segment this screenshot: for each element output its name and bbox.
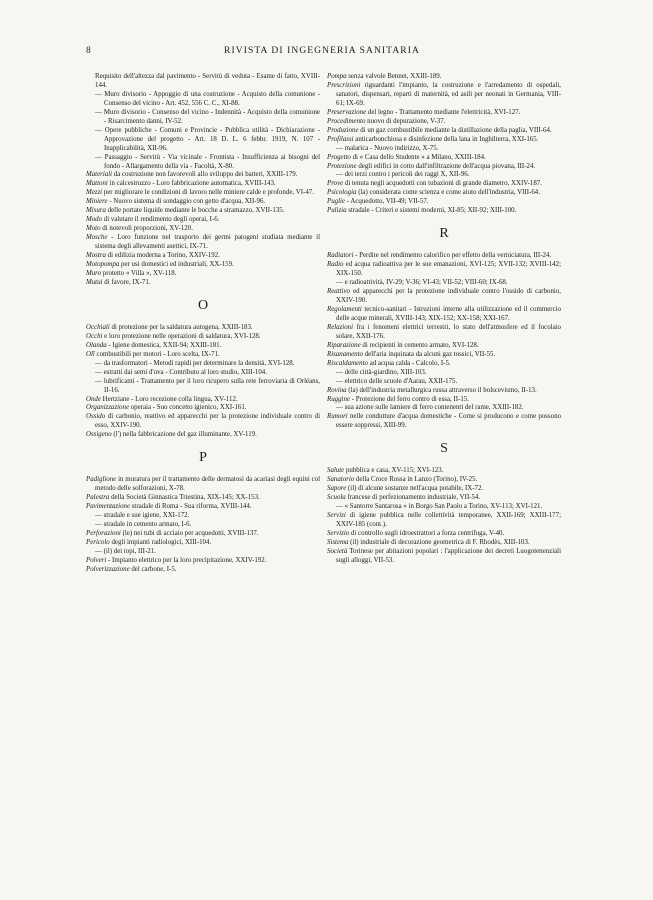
- index-entry: [327, 512, 561, 530]
- entry-text: (la) dell'industria metallurgica russa attraverso il bolscevismo, II-13.: [346, 386, 537, 394]
- entry-keyword: Materiali: [86, 171, 113, 179]
- entry-text: riguardanti l'impianto, la costruzione e l'arredamento di ospedali, sanatori, dispensari, reparti di maternità, ed asili per neonati in Germania, VIII-61; IX-69.: [336, 81, 561, 107]
- entry-text: degli impianti radiologici, XIII-104.: [109, 538, 212, 546]
- entry-text: delle portate liquide mediante le bocche a stramazzo, XVII-135.: [105, 207, 285, 215]
- entry-text: fra i fenomeni elettrici terrestri, lo stato dell'atmosfere ed il focolaio solare, XXII-176.: [336, 323, 561, 340]
- entry-keyword: Radiatori: [327, 252, 354, 260]
- entry-text: - Loro funzione nel trasporto dei germi patogeni studiata mediante il sistema degli allevamenti asettici, IX-71.: [95, 234, 320, 251]
- entry-text: Torinese per abitazioni popolari : l'applicazione dei decreti Luogotenenziali sugli alloggi, VII-53.: [336, 547, 561, 564]
- entry-text: di recipienti in cemento armato, XVI-128.: [360, 341, 479, 349]
- entry-keyword: Produzione: [327, 126, 359, 134]
- entry-keyword: Riparazione: [327, 341, 361, 349]
- entry-keyword: Scuola: [327, 494, 346, 502]
- index-entry: [86, 351, 320, 360]
- index-entry: [86, 566, 320, 575]
- entry-keyword: Radio: [327, 261, 344, 269]
- entry-keyword: Muro: [86, 269, 102, 277]
- entry-keyword: Sanatorio: [327, 476, 355, 484]
- entry-text: — delle città-giardino, XIII-103.: [336, 368, 427, 376]
- entry-text: di un gaz combustibile mediante la distillazione della paglia, VIII-64.: [358, 126, 552, 134]
- entry-text: — dei terzi contro i pericoli dei raggi X, XII-96.: [336, 171, 470, 179]
- index-entry: [327, 548, 561, 566]
- entry-keyword: Profilassi: [327, 135, 354, 143]
- entry-text: — elettrico delle scuole d'Aarau, XXII-175.: [336, 377, 458, 385]
- index-entry: [86, 342, 320, 351]
- entry-text: (il) industriale di decorazione geometrica di F. Rhodès, XIII-103.: [348, 538, 530, 546]
- index-entry: [327, 539, 561, 548]
- entry-text: Hertziane - Loro recezione colla lingua, XV-112.: [100, 395, 238, 403]
- entry-text: (l') nella fabbricazione del gaz illuminante, XV-119.: [111, 431, 257, 439]
- entry-keyword: Sistema: [327, 538, 349, 546]
- entry-text: e loro protezione nelle operazioni di saldatura, XVI-128.: [102, 332, 261, 340]
- entry-text: del legno - Trattamento mediante l'elettricità, XVI-127.: [366, 108, 521, 116]
- index-entry: [86, 324, 320, 333]
- entry-keyword: Preservazione: [327, 108, 367, 116]
- index-entry: [327, 127, 561, 136]
- entry-keyword: Moto: [86, 225, 101, 233]
- entry-text: - Perdite nel rendimento calorifico per effetto della verniciatura, III-24.: [353, 252, 552, 260]
- entry-text: — stradale in cemento armato, I-6.: [95, 521, 192, 529]
- entry-keyword: Polverizzazione: [86, 565, 130, 573]
- index-entry: [86, 180, 320, 189]
- entry-keyword: Mezzi: [86, 189, 103, 197]
- entry-text: di tenuta negli acquedotti con tubazioni di grande diametro, XXIV-187.: [343, 180, 542, 188]
- left-index-column: [86, 73, 320, 575]
- entry-text: - Protezione del ferro contro di essa, II-15.: [349, 395, 469, 403]
- index-entry: [86, 234, 320, 252]
- entry-text: del carbone, I-5.: [129, 565, 177, 573]
- index-entry: [327, 404, 561, 413]
- index-entry: [327, 351, 561, 360]
- entry-keyword: Misura: [86, 207, 106, 215]
- entry-keyword: Mosche: [86, 234, 108, 242]
- entry-text: - Nuovo sistema di sondaggio con getto d'acqua, XII-96.: [107, 198, 266, 206]
- entry-keyword: Protezione: [327, 162, 357, 170]
- index-entry: [327, 467, 561, 476]
- entry-keyword: Olî: [86, 350, 95, 358]
- running-title: RIVISTA DI INGEGNERIA SANITARIA: [224, 46, 420, 56]
- entry-text: — e radioattività, IV-29; V-36; VI-43; VII-52; VIII-60; IX-68.: [336, 279, 508, 287]
- entry-text: (le) nei tubi di acciaio per acquedotti, XVIII-137.: [120, 529, 259, 537]
- index-entry: [327, 180, 561, 189]
- entry-text: da costruzione non favorevoli allo sviluppo dei batteri, XXIII-179.: [112, 171, 298, 179]
- index-entry: [327, 342, 561, 351]
- index-entry: [327, 261, 561, 279]
- entry-text: di edilizia moderna a Torino, XXIV-192.: [105, 252, 220, 260]
- index-entry: [86, 404, 320, 413]
- index-entry: [327, 369, 561, 378]
- entry-keyword: Polveri: [86, 556, 107, 564]
- index-entry: [86, 189, 320, 198]
- index-entry: [86, 261, 320, 270]
- index-entry: [86, 539, 320, 548]
- entry-text: di favore, IX-71.: [102, 278, 151, 286]
- index-entry: [327, 136, 561, 145]
- index-entry: [86, 413, 320, 431]
- entry-text: in muratura per il trattamento delle dermatosi da acariasi degli equini col metodo delle solforazioni, X-78.: [95, 476, 320, 493]
- index-entry: [86, 198, 320, 207]
- index-entry: [327, 145, 561, 154]
- entry-text: di « Casa dello Studente » a Milano, XXIII-184.: [350, 153, 486, 161]
- entry-keyword: Occhiali: [86, 323, 110, 331]
- index-entry: [86, 171, 320, 180]
- entry-keyword: Pulizia: [327, 207, 347, 215]
- entry-text: — sua azione sulle lamiere di ferro contenenti del rame, XXIII-182.: [336, 404, 524, 412]
- index-entry: [327, 324, 561, 342]
- entry-text: della Croce Rossa in Lanzo (Torino), IV-25.: [354, 476, 478, 484]
- index-entry: [327, 396, 561, 405]
- entry-keyword: Puglie: [327, 198, 345, 206]
- entry-text: — Opere pubbliche - Comuni e Provincie - Pubblica utilità - Dichiarazione - Approvazione del progetto - Art. 18 D. L. 6 febbr. 1919, N. 107 - Inapplicabilità, XII-96.: [95, 126, 320, 152]
- entry-keyword: Rovina: [327, 386, 347, 394]
- index-entry: [327, 73, 561, 82]
- entry-keyword: Progetto: [327, 153, 351, 161]
- entry-text: — estratti dai semi d'uva - Contributo al loro studio, XIII-104.: [95, 368, 267, 376]
- entry-keyword: Servizio: [327, 529, 350, 537]
- index-entry: [86, 476, 320, 494]
- index-entry: [86, 521, 320, 530]
- index-entry: [86, 207, 320, 216]
- entry-text: in calcestruzzo - Loro fabbricazione automatica, XVIII-143.: [107, 180, 276, 188]
- index-entry: [86, 252, 320, 261]
- entry-text: degli edifici in cotto dall'infiltrazione dell'acqua piovana, III-24.: [356, 162, 536, 170]
- index-entry: [86, 225, 320, 234]
- index-entry: [86, 73, 320, 91]
- entry-text: tecnico-sanitari - Istruzioni interne alla utilizzazione ed il commercio delle acque minerali, XVIII-143; XIX-152; XX-158; XXI-167.: [336, 305, 561, 322]
- entry-text: stradale - Criteri e sistemi moderni, XI-85; XII-92; XIII-100.: [346, 207, 517, 215]
- index-entry: [327, 360, 561, 369]
- entry-text: di protezione per la saldatura autogena, XXIII-183.: [109, 323, 253, 331]
- entry-text: di controllo sugli idroestrattori a forza centrifuga, V-40.: [349, 529, 505, 537]
- index-entry: [327, 476, 561, 485]
- entry-keyword: Mutui: [86, 278, 103, 286]
- entry-keyword: Modo: [86, 216, 103, 224]
- entry-text: — da trasformatori - Metodi rapidi per determinare la densità, XVI-128.: [95, 359, 295, 367]
- entry-keyword: Mostra: [86, 252, 106, 260]
- index-entry: [327, 207, 561, 216]
- entry-keyword: Pavimentazione: [86, 503, 131, 511]
- entry-text: di igiene pubblica nelle collettività temporanee, XXII-169; XXIII-177; XXIV-185 (cont.).: [336, 512, 561, 529]
- entry-keyword: Miniere: [86, 198, 108, 206]
- entry-keyword: Rumori: [327, 413, 348, 421]
- index-entry: [327, 163, 561, 172]
- entry-text: ad acqua calda - Calcolo, I-5.: [367, 359, 451, 367]
- entry-text: - Impianto elettrico per la loro precipitazione, XXIV-192.: [106, 556, 267, 564]
- entry-text: — Muro divisorio - Appoggio di una costruzione - Acquisto della comunione - Consenso del vicino - Art. 452, 556 C. C., XI-88.: [95, 90, 320, 107]
- index-entry: [86, 512, 320, 521]
- index-entry: [86, 369, 320, 378]
- entry-text: francese di perfezionamento industriale, VII-54.: [345, 494, 481, 502]
- index-entry: [86, 378, 320, 396]
- index-entry: [86, 530, 320, 539]
- entry-text: — Muro divisorio - Consenso del vicino - Indennità - Acquisto della comunione - Risarcimento danni, IV-52.: [95, 108, 320, 125]
- entry-text: operaia - Suo concetto igienico, XXI-161.: [129, 404, 247, 412]
- entry-keyword: Prove: [327, 180, 344, 188]
- entry-keyword: Procedimento: [327, 117, 366, 125]
- entry-text: protetto « Villa », XV-118.: [101, 269, 177, 277]
- entry-text: ed acqua radioattiva per le sue emanazioni, XVI-125; XVII-132; XVIII-142; XIX-150.: [336, 261, 561, 278]
- index-entry: [86, 270, 320, 279]
- entry-keyword: Sapore: [327, 485, 347, 493]
- entry-keyword: Salute: [327, 467, 345, 475]
- entry-keyword: Olanda: [86, 341, 107, 349]
- section-letter: R: [439, 226, 449, 242]
- page-header: [86, 46, 558, 60]
- entry-text: combustibili per motori - Loro scelta, IX-71.: [94, 350, 220, 358]
- entry-text: di notevoli proporzioni, XV-120.: [100, 225, 193, 233]
- index-entry: [327, 279, 561, 288]
- index-entry: [86, 503, 320, 512]
- entry-keyword: Regolamenti: [327, 305, 362, 313]
- index-entry: [327, 189, 561, 198]
- index-entry: [327, 413, 561, 431]
- entry-keyword: Risanamento: [327, 350, 363, 358]
- entry-keyword: Società: [327, 547, 348, 555]
- entry-text: anticarbonchiosa e disinfezione della lana in Inghilterra, XXI-165.: [353, 135, 539, 143]
- index-entry: [327, 288, 561, 306]
- entry-text: — « Santorre Santarosa » in Borgo San Paolo a Torino, XV-113; XVI-121.: [336, 503, 543, 511]
- entry-keyword: Pompa: [327, 73, 347, 80]
- entry-text: per migliorare le condizioni di lavoro nelle miniere calde e profonde, VI-47.: [102, 189, 314, 197]
- index-entry: [86, 91, 320, 109]
- index-entry: [86, 333, 320, 342]
- index-entry: [327, 252, 561, 261]
- entry-text: - Igiene domestica, XXII-94; XXIII-181.: [106, 341, 222, 349]
- index-entry: [327, 485, 561, 494]
- entry-text: dell'aria inquinata da alcuni gaz tossici, VII-55.: [362, 350, 496, 358]
- entry-text: nuovo di depurazione, V-37.: [365, 117, 446, 125]
- entry-text: — stradale e sue igiene, XXI-172.: [95, 512, 190, 520]
- entry-keyword: Prescrizioni: [327, 81, 361, 89]
- entry-text: senza valvole Bennet, XXIII-189.: [346, 73, 442, 80]
- entry-keyword: Palestra: [86, 494, 110, 502]
- entry-text: pubblica e casa, XV-115; XVI-123.: [344, 467, 444, 475]
- entry-keyword: Ruggine: [327, 395, 350, 403]
- entry-text: — lubrificanti - Trattamento per il loro ricupero sulla rete ferroviaria di Orléans, II-16.: [95, 377, 320, 394]
- entry-keyword: Motopompa: [86, 261, 120, 269]
- entry-keyword: Riscaldamento: [327, 359, 368, 367]
- index-entry: [86, 216, 320, 225]
- entry-text: stradale di Roma - Sua riforma, XVIII-144.: [130, 503, 252, 511]
- index-entry: [327, 387, 561, 396]
- entry-keyword: Pericolo: [86, 538, 110, 546]
- index-entry: [86, 154, 320, 172]
- entry-text: (la) considerata come scienza e come aiuto dell'industria, VIII-64.: [356, 189, 540, 197]
- entry-text: — malarica - Nuovo indirizzo, X-75.: [336, 144, 439, 152]
- entry-keyword: Padiglione: [86, 476, 117, 484]
- index-entry: [327, 82, 561, 109]
- entry-keyword: Mattoni: [86, 180, 108, 188]
- entry-text: della Società Ginnastica Triestina, XIX-145; XX-153.: [109, 494, 260, 502]
- entry-text: nelle condutture d'acqua domestiche - Come si producono e come possono essere soppressi, XIII-99.: [336, 413, 561, 430]
- section-letter: S: [440, 441, 448, 457]
- index-entry: [327, 530, 561, 539]
- page-number: 8: [86, 46, 92, 56]
- index-entry: [327, 154, 561, 163]
- entry-keyword: Psicologia: [327, 189, 357, 197]
- index-entry: [327, 171, 561, 180]
- entry-text: — Passaggio - Servitù - Via vicinale - Frontista - Insufficienza ai bisogni del fondo - Allargamento della via - Facoltà, X-80.: [95, 153, 320, 170]
- index-entry: [86, 494, 320, 503]
- entry-keyword: Occhi: [86, 332, 103, 340]
- section-letter: O: [197, 297, 209, 313]
- index-entry: [327, 494, 561, 503]
- entry-text: di carbonio, reattivo ed apparecchi per la protezione individuale contro di esso, XXIV-190.: [95, 413, 320, 430]
- entry-keyword: Servizi: [327, 512, 346, 520]
- index-entry: [86, 109, 320, 127]
- index-entry: [327, 198, 561, 207]
- entry-text: (il) di alcune sostanze nell'acqua potabile, IX-72.: [346, 485, 484, 493]
- index-entry: [327, 378, 561, 387]
- index-entry: [86, 279, 320, 288]
- entry-keyword: Perforazioni: [86, 529, 121, 537]
- entry-text: ed apparecchi per la protezione individuale contro l'ossido di carbonio, XXIV-190.: [336, 288, 561, 305]
- entry-keyword: Ossigeno: [86, 431, 112, 439]
- entry-keyword: Onde: [86, 395, 101, 403]
- index-entry: [327, 306, 561, 324]
- index-entry: [86, 548, 320, 557]
- entry-text: per usi domestici ed industriali, XX-159.: [119, 261, 234, 269]
- entry-keyword: Relazioni: [327, 323, 354, 331]
- index-entry: [86, 360, 320, 369]
- index-entry: [86, 557, 320, 566]
- index-entry: [86, 127, 320, 154]
- entry-keyword: Reattivo: [327, 288, 350, 296]
- index-entry: [86, 396, 320, 405]
- index-entry: [86, 431, 320, 440]
- entry-keyword: Ossido: [86, 413, 106, 421]
- right-index-column: [327, 73, 561, 566]
- entry-text: - Acquedotto, VII-49; VII-57.: [345, 198, 429, 206]
- section-letter: P: [199, 450, 207, 466]
- entry-keyword: Organizzazione: [86, 404, 130, 412]
- index-entry: [327, 503, 561, 512]
- entry-text: — (il) dei topi, III-21.: [95, 547, 156, 555]
- index-entry: [327, 118, 561, 127]
- index-entry: [327, 109, 561, 118]
- entry-text: di valutare il rendimento degli operai, I-6.: [102, 216, 220, 224]
- entry-text: Requisito dell'altezza dal pavimento - Servitù di veduta - Esame di fatto, XVIII-144.: [95, 73, 320, 89]
